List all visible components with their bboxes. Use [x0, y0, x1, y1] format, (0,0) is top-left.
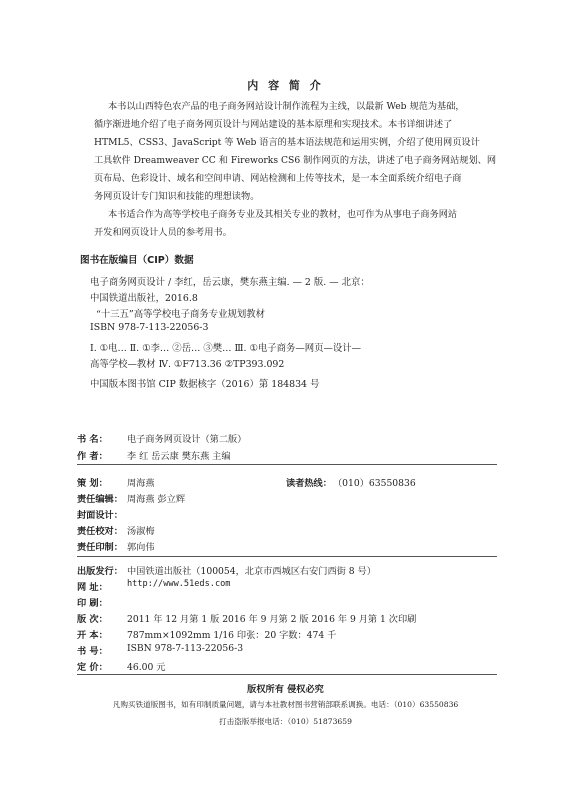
cip-line: Ⅰ. ①电… Ⅱ. ①李… ②岳… ③樊… Ⅲ. ①电子商务—网页—设计—	[90, 343, 362, 354]
cip-line: “十三五”高等学校电子商务专业规划教材	[96, 309, 265, 320]
intro-line: 开发和网页设计人员的参考用书。	[94, 227, 232, 238]
book-author-value: 李 红 岳云康 樊东燕 主编	[127, 451, 231, 462]
cip-heading: 图书在版编目（CIP）数据	[80, 255, 194, 266]
printer-label: 印 刷：	[77, 598, 108, 609]
proofreader-value: 汤淑梅	[127, 526, 155, 537]
intro-line: 本书适合作为高等学校电子商务专业及其相关专业的教材，也可作为从事电子商务网站	[108, 209, 458, 220]
planning-label: 策 划：	[77, 478, 108, 489]
edition-value: 2011 年 12 月第 1 版 2016 年 9 月第 2 版 2016 年 9 月第 1 次印刷	[127, 614, 417, 625]
intro-line: 循序渐进地介绍了电子商务网页设计与网站建设的基本原理和实现技术。本书详细讲述了	[94, 119, 453, 130]
format-value: 787mm×1092mm 1/16 印张：20 字数：474 千	[127, 630, 337, 641]
book-title-label: 书 名：	[77, 434, 108, 445]
piracy-hotline: 打击盗版举报电话：（010）51873659	[219, 717, 352, 726]
isbn-value: ISBN 978-7-113-22056-3	[127, 643, 244, 654]
print-supervisor-value: 郭向伟	[127, 542, 155, 553]
proofreader-label: 责任校对：	[77, 526, 123, 537]
hotline-label: 读者热线：	[286, 478, 332, 489]
intro-line: 页布局、色彩设计、域名和空间申请、网站检测和上传等技术，是一本全面系统介绍电子商	[94, 173, 462, 184]
divider	[77, 556, 497, 557]
intro-title: 内 容 简 介	[247, 79, 324, 92]
hotline-value: （010）63550836	[333, 478, 416, 489]
cip-line: 电子商务网页设计 / 李红，岳云康，樊东燕主编. — 2 版. — 北京：	[90, 277, 370, 288]
planning-value: 周海燕	[127, 478, 155, 489]
website-value: http://www.51eds.com	[127, 579, 231, 589]
editor-label: 责任编辑：	[77, 494, 123, 505]
intro-line: HTML5、CSS3、JavaScript 等 Web 语言的基本语法规范和运用实例，介绍了使用网页设计	[94, 137, 480, 148]
print-supervisor-label: 责任印制：	[77, 542, 123, 553]
edition-label: 版 次：	[77, 614, 108, 625]
divider	[77, 464, 497, 465]
publisher-value: 中国铁道出版社（100054，北京市西城区右安门西街 8 号）	[127, 566, 376, 577]
format-label: 开 本：	[77, 630, 108, 641]
intro-line: 本书以山西特色农产品的电子商务网站设计制作流程为主线，以最新 Web 规范为基础，	[108, 101, 465, 112]
price-label: 定 价：	[77, 662, 108, 673]
intro-line: 工具软件 Dreamweaver CC 和 Fireworks CS6 制作网页的方法，讲述了电子商务网站规划、网	[94, 155, 497, 166]
cip-line: 中国铁道出版社，2016.8	[90, 293, 198, 304]
isbn-label: 书 号：	[77, 646, 108, 657]
cip-line: 中国版本图书馆 CIP 数据核字（2016）第 184834 号	[90, 379, 320, 390]
website-label: 网 址：	[77, 582, 108, 593]
book-title-value: 电子商务网页设计（第二版）	[127, 434, 247, 445]
cover-design-label: 封面设计：	[77, 510, 123, 521]
publisher-label: 出版发行：	[77, 566, 123, 577]
cip-line: 高等学校—教材 Ⅳ. ①F713.36 ②TP393.092	[90, 359, 285, 370]
editor-value: 周海燕 彭立辉	[127, 494, 186, 505]
price-value: 46.00 元	[127, 662, 166, 673]
cip-line: ISBN 978-7-113-22056-3	[90, 322, 209, 333]
intro-line: 务网页设计专门知识和技能的理想读物。	[94, 191, 260, 202]
book-author-label: 作 者：	[77, 451, 108, 462]
quality-notice: 凡购买铁道版图书，如有印制质量问题，请与本社教材图书营销部联系调换。电话：（010）63550836	[112, 700, 459, 709]
copyright-heading: 版权所有 侵权必究	[247, 684, 324, 695]
divider	[77, 674, 497, 675]
